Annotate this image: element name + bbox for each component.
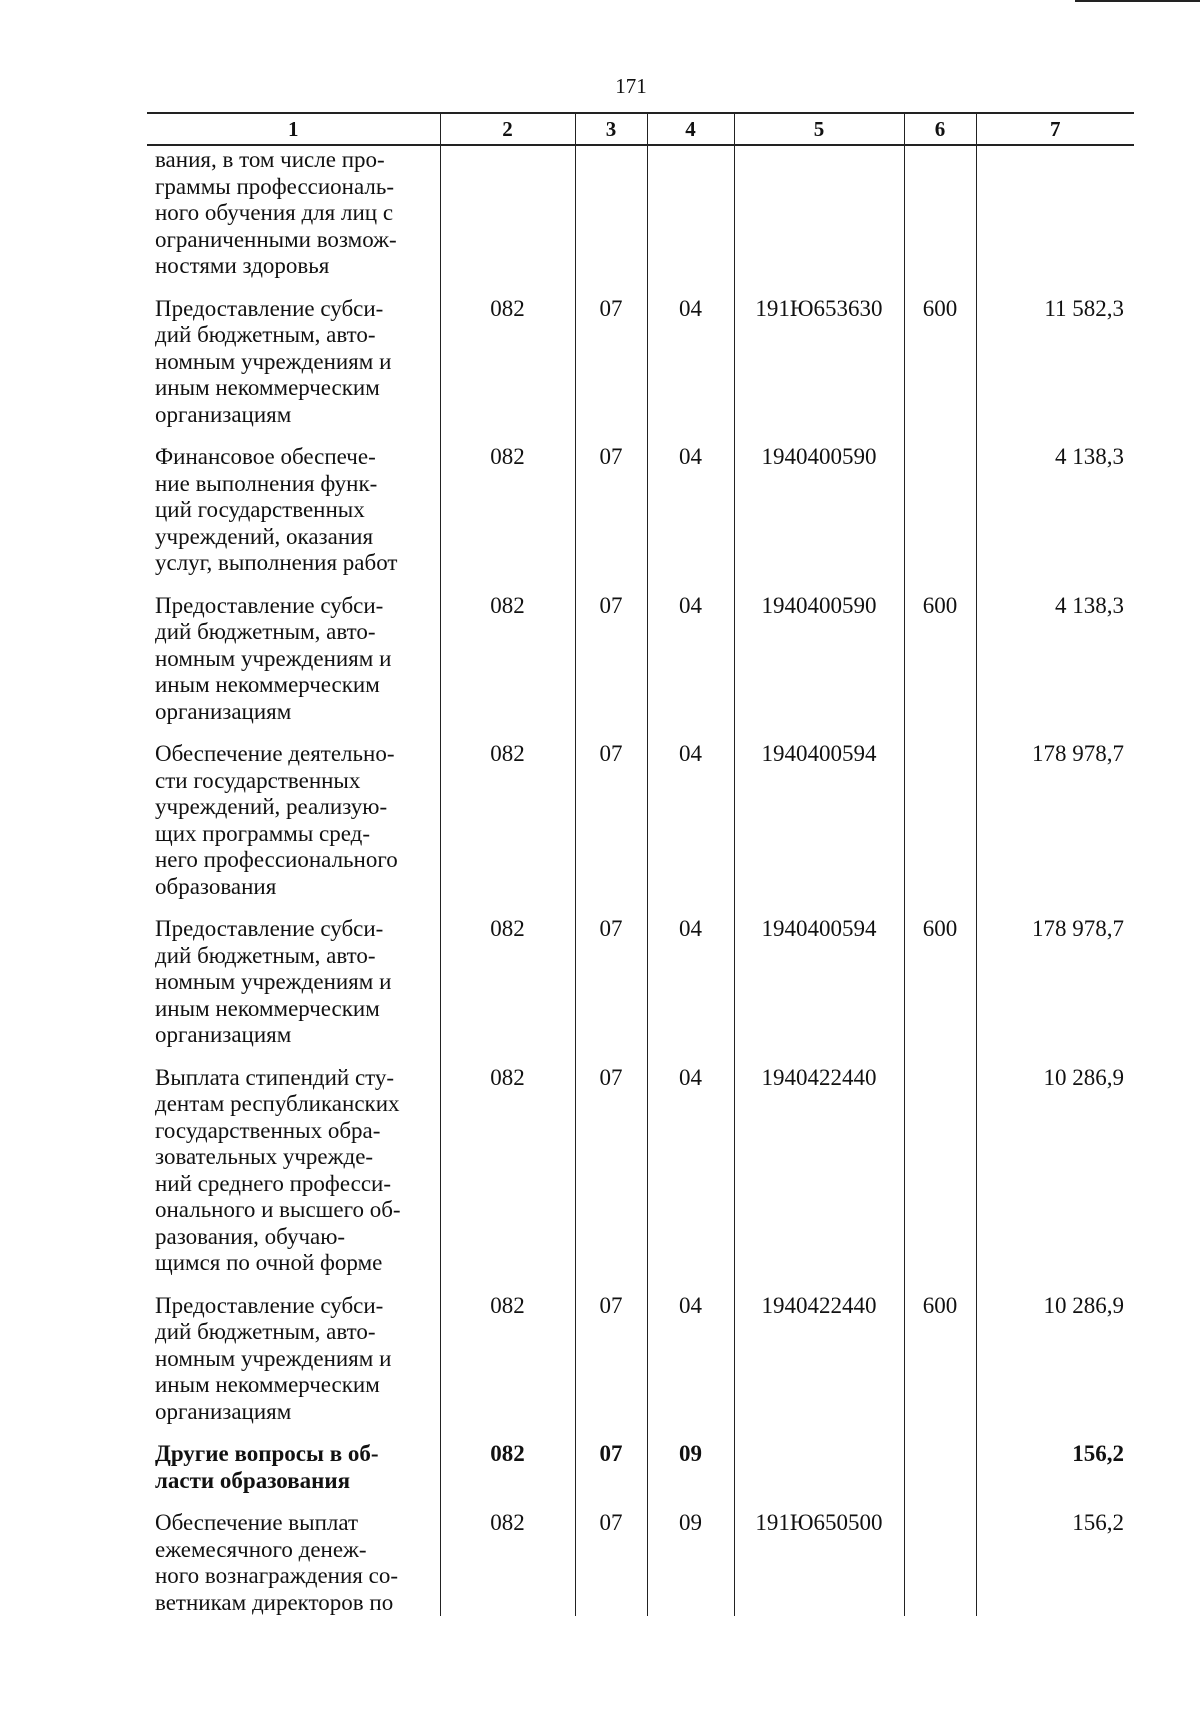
cell-description xyxy=(147,1065,440,1293)
header-col-7: 7 xyxy=(976,113,1134,145)
description-line: онального и высшего об- xyxy=(155,1197,401,1222)
table-header-row xyxy=(147,113,1134,145)
header-col-4: 4 xyxy=(647,113,734,145)
table-body xyxy=(147,145,1134,1616)
cell-ministry-code: 082 xyxy=(440,296,575,445)
description-line: Выплата стипендий сту- xyxy=(155,1064,395,1090)
cell-ministry-code: 082 xyxy=(440,1510,575,1616)
cell-description xyxy=(147,1293,440,1442)
description-line: ного вознаграждения со- xyxy=(155,1563,398,1588)
description-line: дий бюджетным, авто- xyxy=(155,942,376,968)
table-row xyxy=(147,444,1134,593)
cell-target-article xyxy=(734,1441,904,1510)
cell-target-article: 1940400594 xyxy=(734,916,904,1065)
description-line: иным некоммерческим xyxy=(155,375,380,400)
cell-section: 07 xyxy=(575,1065,647,1293)
description-line: номным учреждениям и xyxy=(155,348,392,374)
description-line: Другие вопросы в об- xyxy=(155,1441,379,1466)
cell-subsection: 04 xyxy=(647,593,734,742)
description-line: разования, обучаю- xyxy=(155,1223,346,1249)
cell-target-article: 191Ю653630 xyxy=(734,296,904,445)
table-row xyxy=(147,145,1134,296)
table-row xyxy=(147,1510,1134,1616)
description-line: иным некоммерческим xyxy=(155,995,380,1021)
description-line: дентам республиканских xyxy=(155,1091,400,1116)
cell-description xyxy=(147,145,440,296)
description-line: щих программы сред- xyxy=(155,820,371,846)
cell-description xyxy=(147,444,440,593)
table-row xyxy=(147,1293,1134,1442)
cell-amount: 156,2 xyxy=(976,1441,1134,1510)
header-col-6: 6 xyxy=(904,113,976,145)
cell-section: 07 xyxy=(575,593,647,742)
cell-amount: 4 138,3 xyxy=(976,593,1134,742)
cell-ministry-code: 082 xyxy=(440,916,575,1065)
description-line: государственных обра- xyxy=(155,1117,381,1143)
description-line: иным некоммерческим xyxy=(155,672,380,697)
description-line: номным учреждениям и xyxy=(155,969,392,994)
header-col-5: 5 xyxy=(734,113,904,145)
cell-target-article xyxy=(734,145,904,296)
cell-description xyxy=(147,593,440,742)
cell-subsection: 04 xyxy=(647,296,734,445)
description-line: Предоставление субси- xyxy=(155,916,384,941)
description-line: образования xyxy=(155,873,277,899)
table-row xyxy=(147,1441,1134,1510)
cell-target-article: 1940400594 xyxy=(734,741,904,916)
cell-ministry-code: 082 xyxy=(440,444,575,593)
description-line: ностями здоровья xyxy=(155,253,330,278)
description-line: щимся по очной форме xyxy=(155,1250,383,1275)
cell-expense-type xyxy=(904,1441,976,1510)
description-line: ного обучения для лиц с xyxy=(155,200,394,225)
description-line: организациям xyxy=(155,401,292,427)
cell-section xyxy=(575,145,647,296)
description-line: дий бюджетным, авто- xyxy=(155,1319,376,1344)
description-line: Предоставление субси- xyxy=(155,1292,384,1318)
cell-expense-type: 600 xyxy=(904,593,976,742)
cell-description xyxy=(147,1510,440,1616)
cell-section: 07 xyxy=(575,444,647,593)
cell-amount: 178 978,7 xyxy=(976,916,1134,1065)
table-row xyxy=(147,296,1134,445)
table-row xyxy=(147,741,1134,916)
description-line: Обеспечение выплат xyxy=(155,1510,359,1535)
cell-amount: 156,2 xyxy=(976,1510,1134,1616)
description-line: организациям xyxy=(155,1398,292,1424)
budget-table xyxy=(147,112,1134,1616)
description-line: организациям xyxy=(155,698,292,724)
cell-ministry-code: 082 xyxy=(440,1065,575,1293)
cell-subsection: 04 xyxy=(647,916,734,1065)
description-line: Обеспечение деятельно- xyxy=(155,741,395,766)
description-line: дий бюджетным, авто- xyxy=(155,322,376,347)
description-line: организациям xyxy=(155,1022,292,1047)
description-line: ограниченными возмож- xyxy=(155,226,397,252)
description-line: ветникам директоров по xyxy=(155,1589,394,1615)
cell-subsection: 04 xyxy=(647,444,734,593)
description-line: зовательных учрежде- xyxy=(155,1144,374,1169)
description-line: дий бюджетным, авто- xyxy=(155,619,376,644)
cell-description xyxy=(147,741,440,916)
cell-amount: 10 286,9 xyxy=(976,1065,1134,1293)
top-right-rule xyxy=(1075,0,1200,2)
cell-description xyxy=(147,296,440,445)
table-row xyxy=(147,1065,1134,1293)
header-col-1: 1 xyxy=(147,113,440,145)
cell-subsection: 09 xyxy=(647,1510,734,1616)
cell-amount: 4 138,3 xyxy=(976,444,1134,593)
description-line: него профессионального xyxy=(155,847,398,872)
cell-ministry-code: 082 xyxy=(440,741,575,916)
header-col-3: 3 xyxy=(575,113,647,145)
cell-amount: 10 286,9 xyxy=(976,1293,1134,1442)
cell-amount: 178 978,7 xyxy=(976,741,1134,916)
cell-expense-type: 600 xyxy=(904,1293,976,1442)
cell-expense-type xyxy=(904,1510,976,1616)
cell-section: 07 xyxy=(575,916,647,1065)
cell-subsection: 04 xyxy=(647,1065,734,1293)
header-col-2: 2 xyxy=(440,113,575,145)
cell-target-article: 191Ю650500 xyxy=(734,1510,904,1616)
table-row xyxy=(147,916,1134,1065)
cell-target-article: 1940422440 xyxy=(734,1293,904,1442)
description-line: Предоставление субси- xyxy=(155,295,384,321)
cell-expense-type xyxy=(904,145,976,296)
cell-ministry-code: 082 xyxy=(440,593,575,742)
cell-section: 07 xyxy=(575,1441,647,1510)
page-number: 171 xyxy=(615,74,647,98)
cell-section: 07 xyxy=(575,296,647,445)
description-line: учреждений, оказания xyxy=(155,523,374,549)
cell-subsection: 04 xyxy=(647,1293,734,1442)
cell-subsection xyxy=(647,145,734,296)
description-line: вания, в том числе про- xyxy=(155,147,385,172)
cell-target-article: 1940400590 xyxy=(734,444,904,593)
description-line: иным некоммерческим xyxy=(155,1372,380,1397)
description-line: ние выполнения функ- xyxy=(155,470,378,496)
cell-description xyxy=(147,916,440,1065)
description-line: учреждений, реализую- xyxy=(155,794,388,819)
description-line: ласти образования xyxy=(155,1467,351,1493)
description-line: услуг, выполнения работ xyxy=(155,550,398,575)
cell-expense-type xyxy=(904,741,976,916)
cell-expense-type: 600 xyxy=(904,916,976,1065)
cell-amount: 11 582,3 xyxy=(976,296,1134,445)
cell-target-article: 1940400590 xyxy=(734,593,904,742)
cell-section: 07 xyxy=(575,1293,647,1442)
cell-section: 07 xyxy=(575,741,647,916)
cell-ministry-code: 082 xyxy=(440,1293,575,1442)
description-line: ний среднего професси- xyxy=(155,1170,391,1196)
description-line: Предоставление субси- xyxy=(155,592,384,618)
cell-target-article: 1940422440 xyxy=(734,1065,904,1293)
cell-expense-type xyxy=(904,444,976,593)
description-line: ежемесячного денеж- xyxy=(155,1536,367,1562)
cell-subsection: 04 xyxy=(647,741,734,916)
description-line: сти государственных xyxy=(155,767,361,793)
cell-description xyxy=(147,1441,440,1510)
cell-amount xyxy=(976,145,1134,296)
cell-ministry-code xyxy=(440,145,575,296)
cell-section: 07 xyxy=(575,1510,647,1616)
cell-expense-type: 600 xyxy=(904,296,976,445)
description-line: Финансовое обеспече- xyxy=(155,444,376,469)
table-row xyxy=(147,593,1134,742)
cell-subsection: 09 xyxy=(647,1441,734,1510)
cell-ministry-code: 082 xyxy=(440,1441,575,1510)
description-line: номным учреждениям и xyxy=(155,1345,392,1371)
cell-expense-type xyxy=(904,1065,976,1293)
description-line: ций государственных xyxy=(155,497,365,522)
description-line: номным учреждениям и xyxy=(155,645,392,671)
description-line: граммы профессиональ- xyxy=(155,173,395,199)
